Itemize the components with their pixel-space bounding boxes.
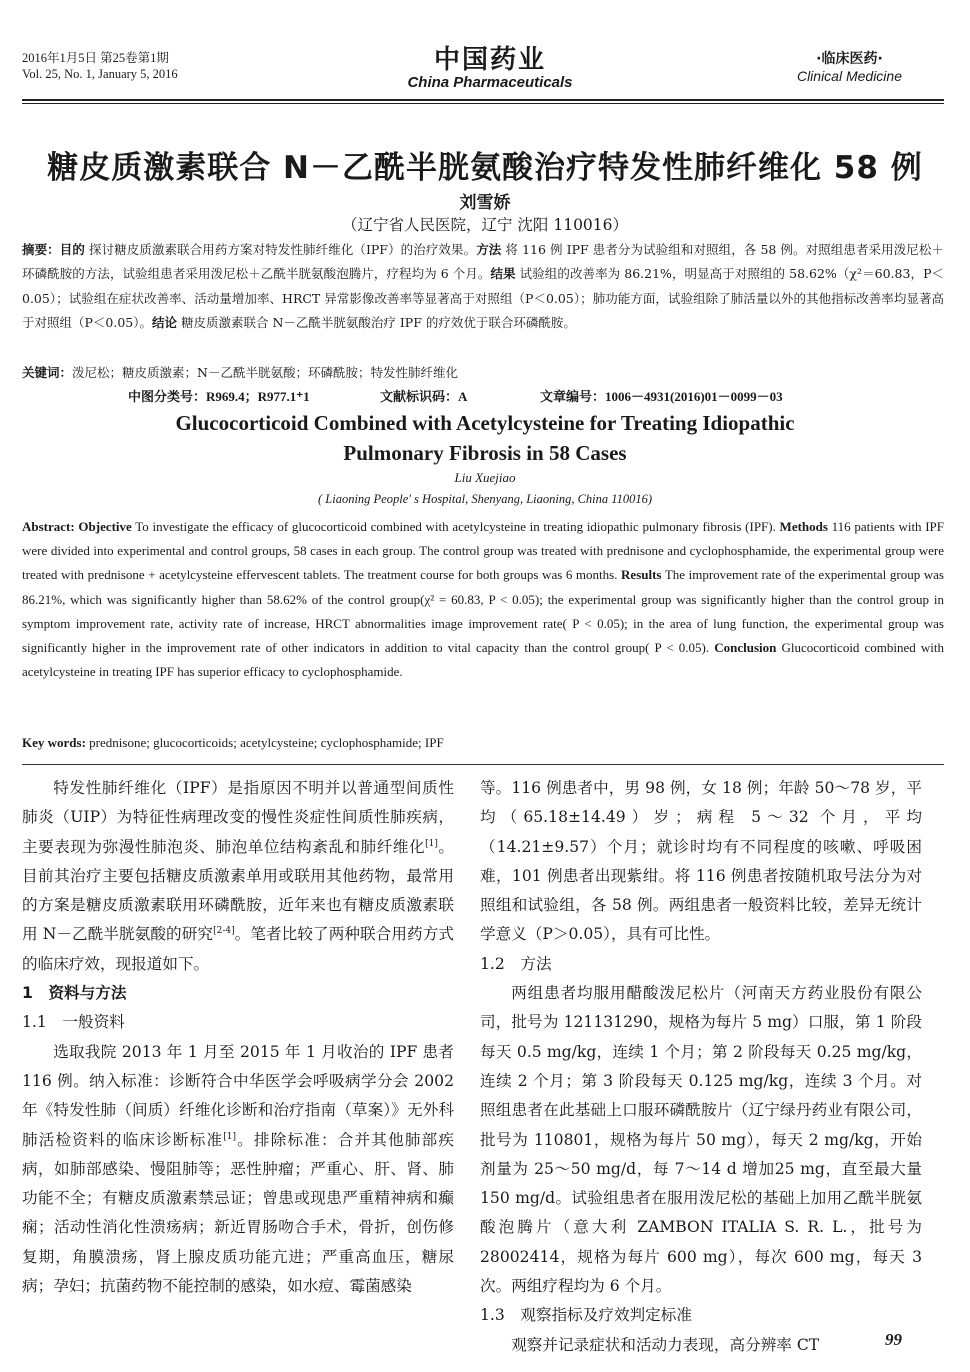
abstract-en-label: Abstract: (22, 519, 75, 534)
issue-info (22, 50, 178, 82)
section-heading-1: 1 资料与方法 (22, 984, 127, 1003)
general-data-text-2: 。排除标准：合并其他肺部疾病，如肺部感染、慢阻肺等；恶性肿瘤；严重心、肝、肾、肺功能不全；有糖皮质激素禁忌证；曾患或现患严重精神病和癫痫；活动性消化性溃疡病；新近胃肠吻合手术，骨折，创伤修复期，角膜溃疡，肾上腺皮质功能亢进；严重高血压，糖尿病；孕妇；抗菌药物不能控制的感染，如水痘、霉菌感染 (22, 1130, 454, 1296)
results-text: 试验组的改善率为 86.21%，明显高于对照组的 58.62%（χ²＝60.83，P＜0.05）；试验组在症状改善率、活动量增加率、HRCT 异常影像改善率等显著高于对照组（P＜0.05）；肺功能方面，试验组除了肺活量以外的其他指标改善率均显著高于对照组（P＜0.05）。 (22, 266, 944, 330)
issue-en: Vol. 25, No. 1, January 5, 2016 (22, 67, 178, 81)
intro-text-1: 特发性肺纤维化（IPF）是指原因不明并以普通型间质性肺炎（UIP）为特征性病理改变的慢性炎症性间质性肺疾病，主要表现为弥漫性肺泡炎、肺泡单位结构紊乱和肺纤维化 (22, 779, 454, 856)
clc-number: 中图分类号：R969.4；R977.1⁺1 (128, 389, 310, 404)
results-label: 结果 (490, 266, 516, 282)
abstract-separator (22, 764, 944, 765)
objective-en-label: Objective (74, 519, 132, 534)
abstract-cn (22, 238, 944, 335)
intro-text-3: 。笔者比较了两种联合用药方式的临床疗效，现报道如下。 (22, 925, 454, 973)
keywords-en-text: prednisone; glucocorticoids; acetylcysteine; cyclophosphamide; IPF (85, 735, 444, 750)
section-heading-1-3: 1.3 观察指标及疗效判定标准 (480, 1306, 692, 1325)
methods-en-text: 116 patients with IPF were divided into experimental and control groups, 58 cases in each group. The control group was treated with prednisone and cyclophosphamide, the experimental group were treated with prednisone + acetylcysteine effervescent tablets. The treatment course for both groups was 6 months. (22, 519, 945, 583)
article-number: 文章编号：1006－4931(2016)01－0099－03 (540, 389, 783, 404)
keywords-en (22, 731, 944, 755)
keywords-text: 泼尼松；糖皮质激素；N－乙酰半胱氨酸；环磷酰胺；特发性肺纤维化 (72, 365, 458, 380)
methods-en-label: Methods (775, 519, 828, 534)
methods-label: 方法 (476, 242, 502, 257)
section-heading-1-2: 1.2 方法 (480, 954, 552, 973)
author-cn: 刘雪娇 (459, 193, 511, 213)
citation-1: [1] (425, 838, 438, 849)
affiliation-en: ( Liaoning People' s Hospital, Shenyang, Liaoning, China 110016) (317, 492, 653, 506)
page-number: 99 (885, 1330, 902, 1349)
citation-2: [2-4] (213, 926, 235, 937)
abstract-label: 摘要： (22, 242, 60, 257)
intro-paragraph (22, 774, 454, 979)
results-en-text: The improvement rate of the experimental group was 86.21%, which was significantly higher than 58.62% of the control group(χ² = 60.83, P < 0.05); the experimental group was significantly higher than the control group in symptom improvement rate, activity rate of increase, HRCT abnormalities image improvement rate( P < 0.05); in the area of lung function, the experimental group was significantly higher in the improvement rate of other indicators in addition to vital capacity than the control group( P < 0.05). (22, 567, 944, 656)
body-column-right (480, 774, 922, 1360)
conclusion-label: 结论 (152, 314, 178, 330)
journal-name-en: China Pharmaceuticals (407, 74, 573, 91)
section-en: Clinical Medicine (796, 68, 902, 84)
header-rule (22, 99, 944, 101)
body-column-left (22, 774, 454, 1301)
objective-en-text: To investigate the efficacy of glucocorticoid combined with acetylcysteine in treating idiopathic pulmonary fibrosis (IPF). (131, 519, 776, 534)
methods-paragraph: 两组患者均服用醋酸泼尼松片（河南天方药业股份有限公司，批号为 121131290，规格为每片 5 mg）口服，第 1 阶段每天 0.5 mg/kg，连续 1 个月；第 2 阶段每天 0.25 mg/kg，连续 2 个月；第 3 阶段每天 0.125 mg/kg，连续 3 个月。对照组患者在此基础上口服环磷酰胺片（辽宁绿丹药业有限公司，批号为 110801，规格为每片 50 mg），每天 2 mg/kg，开始剂量为 25～50 mg/d，每 7～14 d 增加25 mg，直至最大量 150 mg/d。试验组患者在服用泼尼松的基础上加用乙酰半胱氨酸泡腾片（意大利 ZAMBON ITALIA S. R. L.，批号为 28002414，规格为每片 600 mg），每次 600 mg，每天 3 次。两组疗程均为 6 个月。 (480, 984, 922, 1296)
conclusion-en-label: Conclusion (709, 640, 777, 656)
general-data-continued: 等。116 例患者中，男 98 例，女 18 例；年龄 50～78 岁，平均（65.18±14.49）岁；病程 5～32 个月，平均（14.21±9.57）个月；就诊时均有不同程度的咳嗽、呼吸困难，101 例患者出现紫绀。将 116 例患者按随机取号法分为对照组和试验组，各 58 例。两组患者一般资料比较，差异无统计学意义（P＞0.05），具有可比性。 (480, 779, 922, 944)
section-cn: ·临床医药· (816, 51, 883, 67)
conclusion-text: 糖皮质激素联合 N－乙酰半胱氨酸治疗 IPF 的疗效优于联合环磷酰胺。 (177, 314, 576, 330)
author-en: Liu Xuejiao (454, 470, 516, 485)
article-title-en (0, 408, 970, 468)
journal-logo-cn: 中国药业 (433, 45, 546, 75)
observation-paragraph: 观察并记录症状和活动力表现，高分辨率 CT (511, 1335, 820, 1354)
classification-line (128, 386, 928, 405)
general-data-text-1: 选取我院 2013 年 1 月至 2015 年 1 月收治的 IPF 患者 116 例。纳入标准：诊断符合中华医学会呼吸病学分会 2002 年《特发性肺（间质）纤维化诊断和治疗指南（草案）》无外科肺活检资料的临床诊断标准 (22, 1042, 454, 1149)
results-en-label: Results (617, 567, 662, 583)
issue-cn: 2016年1月5日 第25卷第1期 (22, 51, 169, 65)
affiliation-cn: （辽宁省人民医院，辽宁 沈阳 110016） (341, 216, 629, 234)
title-en-text: Glucocorticoid Combined with Acetylcysteine for Treating Idiopathic Pulmonary Fibrosis in 58 Cases (175, 411, 795, 465)
intro-text-2: 。目前其治疗主要包括糖皮质激素单用或联用其他药物，最常用的方案是糖皮质激素联用环磷酰胺，近年来也有糖皮质激素联用 N－乙酰半胱氨酸的研究 (22, 837, 454, 944)
objective-label: 目的 (59, 242, 85, 257)
article-title-cn: 糖皮质激素联合 N－乙酰半胱氨酸治疗特发性肺纤维化 58 例 (47, 150, 923, 186)
section-heading-1-1: 1.1 一般资料 (22, 1013, 125, 1032)
keywords-label: 关键词： (22, 365, 73, 380)
citation-3: [1] (223, 1131, 236, 1142)
document-code: 文献标识码：A (380, 389, 468, 404)
keywords-en-label: Key words: (22, 735, 86, 750)
keywords-cn (22, 361, 944, 385)
objective-text: 探讨糖皮质激素联合用药方案对特发性肺纤维化（IPF）的治疗效果。 (84, 242, 477, 257)
abstract-en (22, 515, 944, 684)
section-label (797, 50, 902, 85)
conclusion-en-text: Glucocorticoid combined with acetylcysteine in treating IPF has superior efficacy to cyclophosphamide. (22, 640, 944, 680)
journal-masthead (365, 46, 615, 92)
header-rule-thin (22, 103, 944, 104)
general-data-paragraph (22, 1038, 454, 1302)
methods-text: 将 116 例 IPF 患者分为试验组和对照组，各 58 例。对照组患者采用泼尼松＋环磷酰胺的方法，试验组患者采用泼尼松＋乙酰半胱氨酸泡腾片，疗程均为 6 个月。 (22, 242, 944, 282)
